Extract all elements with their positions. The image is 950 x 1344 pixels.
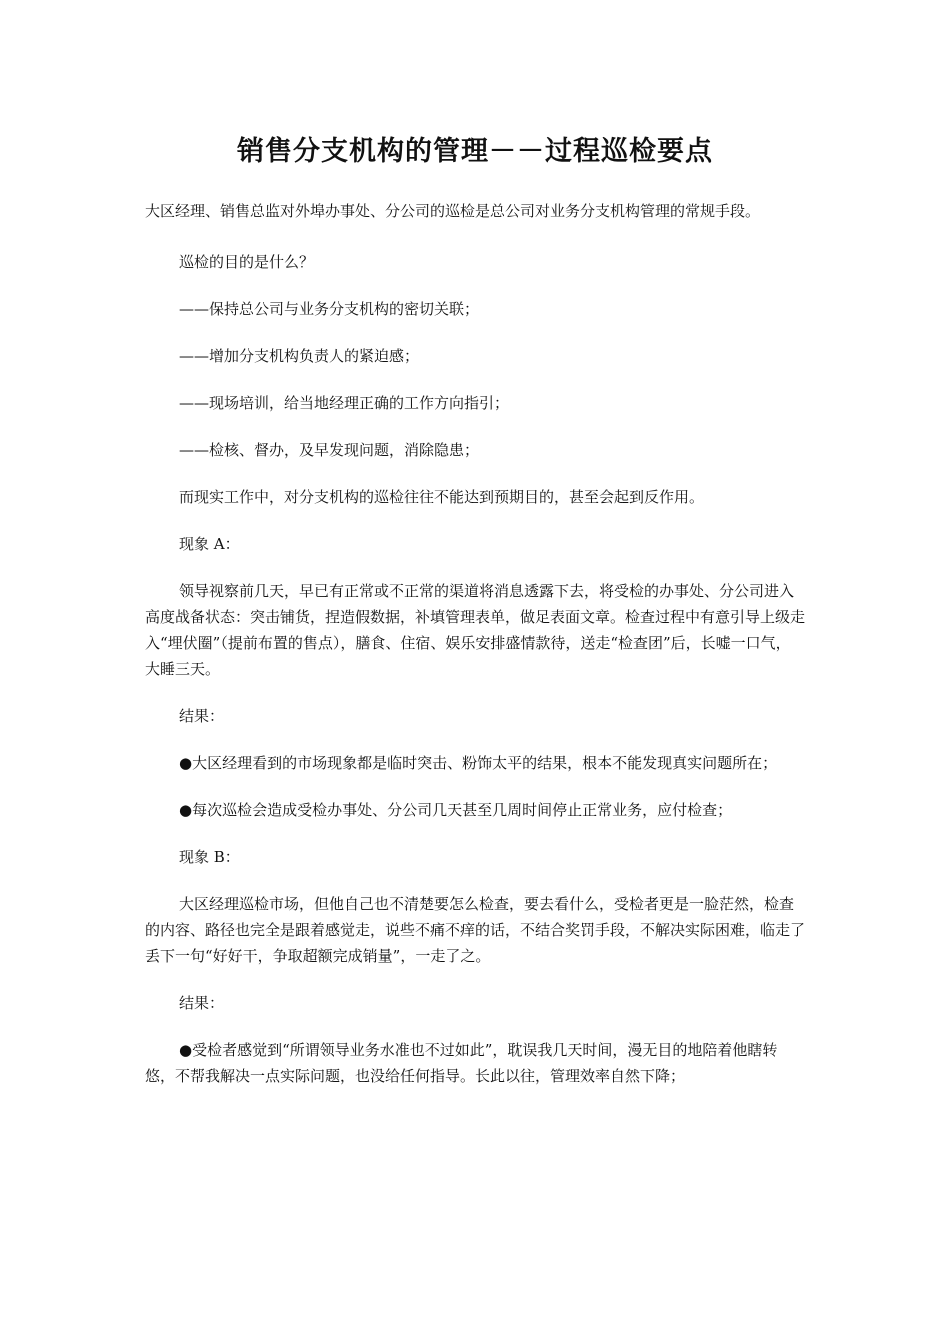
document-body <box>145 198 805 1089</box>
result-bullet: ●受检者感觉到“所谓领导业务水准也不过如此”，耽误我几天时间，漫无目的地陪着他瞎转悠，不帮我解决一点实际问题，也没给任何指导。长此以往，管理效率自然下降； <box>145 1041 778 1085</box>
purpose-item: ——现场培训，给当地经理正确的工作方向指引； <box>179 394 510 412</box>
phenomenon-a-heading: 现象 A： <box>179 535 240 553</box>
phenomenon-b-heading: 现象 B： <box>179 848 240 866</box>
intro-paragraph: 大区经理、销售总监对外埠办事处、分公司的巡检是总公司对业务分支机构管理的常规手段。 <box>145 202 761 220</box>
purpose-question: 巡检的目的是什么？ <box>179 253 315 271</box>
purpose-item: ——保持总公司与业务分支机构的密切关联； <box>179 300 480 318</box>
purpose-item: ——增加分支机构负责人的紧迫感； <box>179 347 420 365</box>
result-heading: 结果： <box>179 707 225 725</box>
phenomenon-a-paragraph: 领导视察前几天，早已有正常或不正常的渠道将消息透露下去，将受检的办事处、分公司进入高度战备状态：突击铺货，捏造假数据，补填管理表单，做足表面文章。检查过程中有意引导上级走入“埋伏圈”（提前布置的售点），膳食、住宿、娱乐安排盛情款待，送走“检查团”后，长嘘一口气，大睡三天。 <box>145 582 806 678</box>
result-bullet: ●大区经理看到的市场现象都是临时突击、粉饰太平的结果，根本不能发现真实问题所在； <box>179 754 778 772</box>
result-heading: 结果： <box>179 994 225 1012</box>
result-bullet: ●每次巡检会造成受检办事处、分公司几天甚至几周时间停止正常业务，应付检查； <box>179 801 733 819</box>
reality-paragraph: 而现实工作中，对分支机构的巡检往往不能达到预期目的，甚至会起到反作用。 <box>179 488 705 506</box>
purpose-item: ——检核、督办，及早发现问题，消除隐患； <box>179 441 480 459</box>
phenomenon-b-paragraph: 大区经理巡检市场，但他自己也不清楚要怎么检查，要去看什么，受检者更是一脸茫然，检查的内容、路径也完全是跟着感觉走，说些不痛不痒的话，不结合奖罚手段，不解决实际困难，临走了丢下一句“好好干，争取超额完成销量”，一走了之。 <box>145 895 806 965</box>
document-title: 销售分支机构的管理－－过程巡检要点 <box>237 136 713 167</box>
